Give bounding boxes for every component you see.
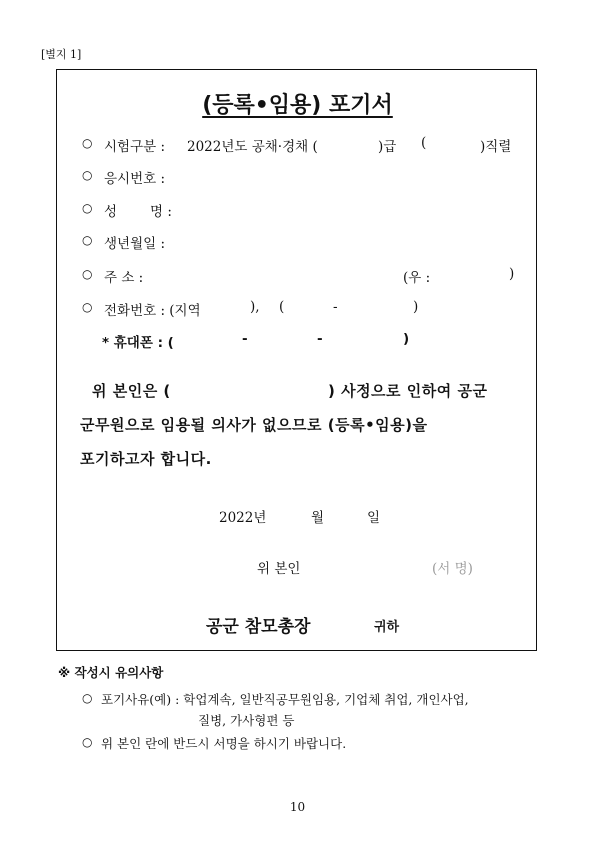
date-year: 2022년	[219, 510, 267, 526]
exam-type-row	[82, 135, 92, 151]
mobile-label: * 휴대폰 : (	[102, 335, 174, 351]
page-number: 10	[289, 800, 306, 814]
signer-label: 위 본인	[257, 561, 301, 577]
bullet-icon: ○	[82, 300, 93, 314]
mobile-dash-1: -	[242, 331, 248, 347]
bullet-icon: ○	[82, 691, 93, 705]
grade-suffix: )급	[378, 139, 397, 155]
mobile-dash-2: -	[317, 331, 323, 347]
notes-item1-line2: 질병, 가사형편 등	[198, 713, 295, 728]
bullet-icon: ○	[82, 168, 93, 182]
mobile-close: )	[403, 331, 410, 347]
statement-line1-start: 위 본인은 (	[92, 382, 171, 400]
bullet-icon: ○	[82, 267, 93, 281]
notes-item1-line1: 포기사유(예) : 학업계속, 일반직공무원임용, 기업체 취업, 개인사업,	[101, 692, 469, 707]
phone-label: 전화번호 : (지역	[104, 303, 201, 319]
postal-code-close: )	[509, 266, 515, 282]
bullet-icon: ○	[82, 233, 93, 247]
bullet-icon: ○	[82, 735, 93, 749]
phone-close: )	[413, 299, 419, 315]
birthdate-label: 생년월일 :	[104, 236, 166, 252]
series-open: (	[421, 135, 427, 151]
phone-dash: -	[333, 299, 338, 315]
postal-code-open: (우 :	[403, 270, 431, 286]
addressee-suffix: 귀하	[374, 620, 400, 635]
phone-open: (	[279, 299, 285, 315]
series-suffix: )직렬	[480, 139, 512, 155]
addressee-name: 공군 참모총장	[206, 617, 311, 637]
bullet-icon: ○	[82, 136, 93, 150]
phone-area-close: ),	[250, 299, 260, 315]
statement-line1-end: ) 사정으로 인하여 공군	[328, 382, 488, 400]
bullet-icon: ○	[82, 201, 93, 215]
exam-type-label: 시험구분 :	[104, 139, 166, 155]
statement-line2: 군무원으로 임용될 의사가 없으므로 (등록•임용)을	[80, 416, 428, 434]
application-no-label: 응시번호 :	[104, 171, 166, 187]
notes-item2: 위 본인 란에 반드시 서명을 하시기 바랍니다.	[101, 736, 347, 751]
name-label-part1: 성	[104, 204, 118, 220]
date-day: 일	[367, 510, 381, 526]
address-label: 주 소 :	[104, 270, 144, 286]
form-title: (등록•임용) 포기서	[202, 93, 393, 118]
exam-year-text: 2022년도 공채·경채 (	[187, 139, 318, 155]
date-month: 월	[311, 510, 325, 526]
attachment-label: [별지 1]	[41, 48, 82, 61]
statement-line3: 포기하고자 합니다.	[80, 450, 212, 468]
signature-placeholder: (서 명)	[432, 561, 473, 577]
name-label-part2: 명 :	[150, 204, 172, 220]
notes-heading: ※ 작성시 유의사항	[58, 665, 164, 680]
